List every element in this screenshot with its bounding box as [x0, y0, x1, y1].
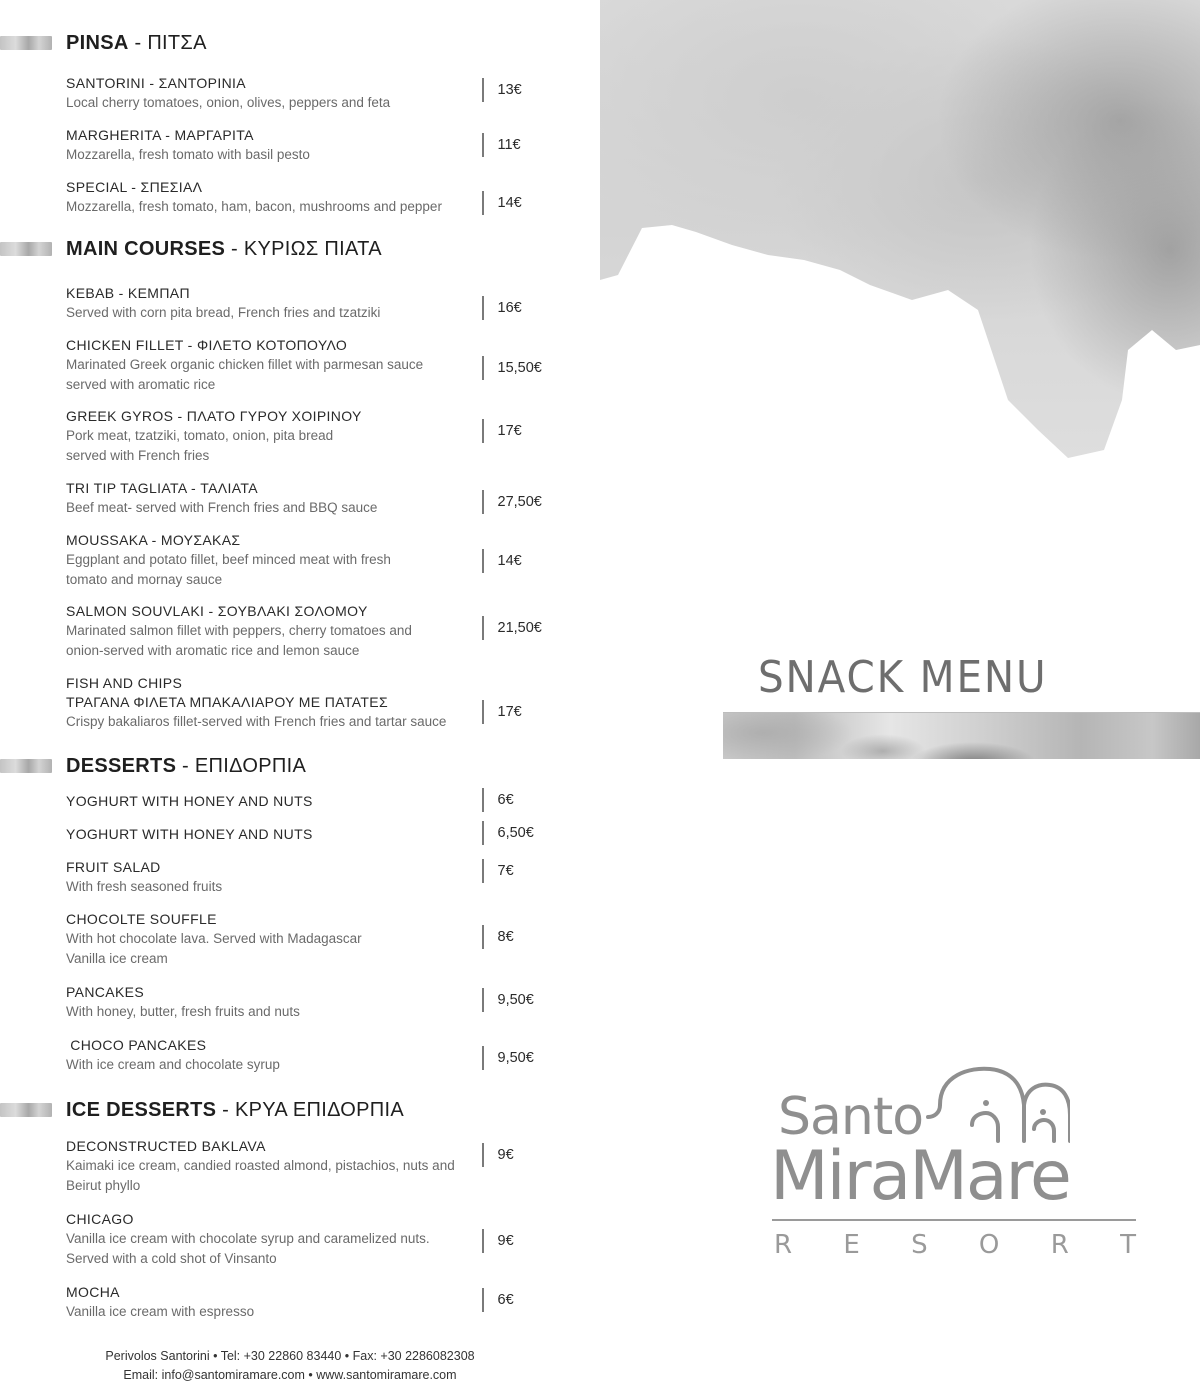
cover-panel	[600, 0, 1200, 1400]
section-header-ice-desserts	[0, 1097, 404, 1123]
price-divider	[482, 700, 484, 724]
price: 9€	[482, 1229, 514, 1253]
price: 6€	[482, 1288, 514, 1312]
footer-email-line: Email: info@santomiramare.com • www.santomiramare.com	[123, 1368, 457, 1382]
menu-item: YOGHURT WITH HONEY AND NUTS	[66, 793, 313, 809]
watercolor-wash-decoration	[600, 0, 1200, 560]
price-divider	[482, 191, 484, 215]
price: 9,50€	[482, 1046, 534, 1070]
menu-item: SANTORINI - ΣΑΝΤΟΡΙΝΙΑ Local cherry tomatoes, onion, olives, peppers and feta	[66, 75, 391, 110]
price: 14€	[482, 191, 522, 215]
price-divider	[482, 78, 484, 102]
watercolor-band-decoration	[723, 712, 1200, 759]
price: 11€	[482, 133, 521, 157]
menu-item: CHOCO PANCAKES With ice cream and chocolate syrup	[66, 1037, 280, 1072]
logo-resort-tagline: R E S O R T	[774, 1230, 1136, 1260]
section-header-pinsa	[0, 30, 207, 56]
price-divider	[482, 1143, 484, 1167]
section-header-desserts	[0, 753, 306, 779]
price: 9€	[482, 1143, 514, 1167]
price: 6€	[482, 788, 514, 812]
price: 17€	[482, 419, 522, 443]
watercolor-swatch-icon	[0, 242, 52, 256]
price: 15,50€	[482, 356, 542, 380]
menu-item: CHICKEN FILLET - ΦΙΛΕΤΟ ΚΟΤΟΠΟΥΛΟ Marinated Greek organic chicken fillet with parmesan sauce served with aromatic rice	[66, 337, 424, 392]
resort-logo	[770, 1065, 1140, 1265]
section-title: ICE DESSERTS - ΚΡΥΑ ΕΠΙΔΟΡΠΙΑ	[66, 1098, 405, 1121]
price-divider	[482, 549, 484, 573]
menu-item: CHOCOLTE SOUFFLE With hot chocolate lava. Served with Madagascar Vanilla ice cream	[66, 911, 362, 966]
cover-title: SNACK MENU	[758, 652, 1048, 703]
arches-logo-icon	[910, 1065, 1070, 1145]
price-divider	[482, 788, 484, 812]
price: 9,50€	[482, 988, 534, 1012]
menu-item: FRUIT SALAD With fresh seasoned fruits	[66, 859, 223, 894]
menu-item: MOUSSAKA - ΜΟΥΣΑΚΑΣ Eggplant and potato fillet, beef minced meat with fresh tomato and mornay sauce	[66, 532, 391, 587]
watercolor-swatch-icon	[0, 36, 52, 50]
logo-miramare-text: MiraMare	[770, 1137, 1070, 1216]
menu-item: YOGHURT WITH HONEY AND NUTS	[66, 826, 313, 842]
menu-item: SPECIAL - ΣΠΕΣΙΑΛ Mozzarella, fresh tomato, ham, bacon, mushrooms and pepper	[66, 179, 442, 214]
price-divider	[482, 1229, 484, 1253]
price-divider	[482, 988, 484, 1012]
price: 17€	[482, 700, 522, 724]
logo-divider	[772, 1219, 1136, 1221]
price: 6,50€	[482, 821, 534, 845]
price-divider	[482, 490, 484, 514]
price-divider	[482, 925, 484, 949]
watercolor-swatch-icon	[0, 759, 52, 773]
price: 13€	[482, 78, 522, 102]
price-divider	[482, 419, 484, 443]
contact-footer	[0, 1347, 580, 1385]
menu-item: DECONSTRUCTED BAKLAVA Kaimaki ice cream, candied roasted almond, pistachios, nuts and Beirut phyllo	[66, 1138, 455, 1193]
price: 16€	[482, 296, 522, 320]
price: 7€	[482, 859, 514, 883]
price-divider	[482, 821, 484, 845]
price-divider	[482, 859, 484, 883]
price-divider	[482, 1046, 484, 1070]
price-divider	[482, 356, 484, 380]
logo-santo-text: Santo	[778, 1087, 924, 1147]
menu-item: CHICAGO Vanilla ice cream with chocolate syrup and caramelized nuts. Served with a cold shot of Vinsanto	[66, 1211, 430, 1266]
menu-item: MARGHERITA - ΜΑΡΓΑΡΙΤΑ Mozzarella, fresh tomato with basil pesto	[66, 127, 310, 162]
price: 8€	[482, 925, 514, 949]
menu-item: SALMON SOUVLAKI - ΣΟΥΒΛΑΚΙ ΣΟΛΟΜΟΥ Marinated salmon fillet with peppers, cherry tomatoes and onion-served with aromatic rice and lemon sauce	[66, 603, 412, 658]
menu-item: KEBAB - ΚΕΜΠΑΠ Served with corn pita bread, French fries and tzatziki	[66, 285, 381, 320]
menu-item: PANCAKES With honey, butter, fresh fruits and nuts	[66, 984, 300, 1019]
price: 21,50€	[482, 616, 542, 640]
price: 27,50€	[482, 490, 542, 514]
price-divider	[482, 296, 484, 320]
menu-item: MOCHA Vanilla ice cream with espresso	[66, 1284, 255, 1319]
watercolor-swatch-icon	[0, 1103, 52, 1117]
price-divider	[482, 616, 484, 640]
section-header-main-courses	[0, 236, 382, 262]
section-title: MAIN COURSES - ΚΥΡΙΩΣ ΠΙΑΤΑ	[66, 237, 382, 260]
menu-item: GREEK GYROS - ΠΛΑΤΟ ΓΥΡΟΥ ΧΟΙΡΙΝΟΥ Pork meat, tzatziki, tomato, onion, pita bread served with French fries	[66, 408, 362, 463]
section-title: PINSA - ΠΙΤΣΑ	[66, 31, 207, 54]
price: 14€	[482, 549, 522, 573]
menu-item: FISH AND CHIPS ΤΡΑΓΑΝΑ ΦΙΛΕΤΑ ΜΠΑΚΑΛΙΑΡΟΥ ΜΕ ΠΑΤΑΤΕΣ Crispy bakaliaros fillet-served with French fries and tartar sauce	[66, 675, 447, 729]
menu-item: TRI TIP TAGLIATA - ΤΑΛΙΑΤΑ Beef meat- served with French fries and BBQ sauce	[66, 480, 378, 515]
footer-address-line: Perivolos Santorini • Tel: +30 22860 83440 • Fax: +30 2286082308	[105, 1349, 475, 1363]
section-title: DESSERTS - ΕΠΙΔΟΡΠΙΑ	[66, 754, 307, 777]
price-divider	[482, 1288, 484, 1312]
price-divider	[482, 133, 484, 157]
